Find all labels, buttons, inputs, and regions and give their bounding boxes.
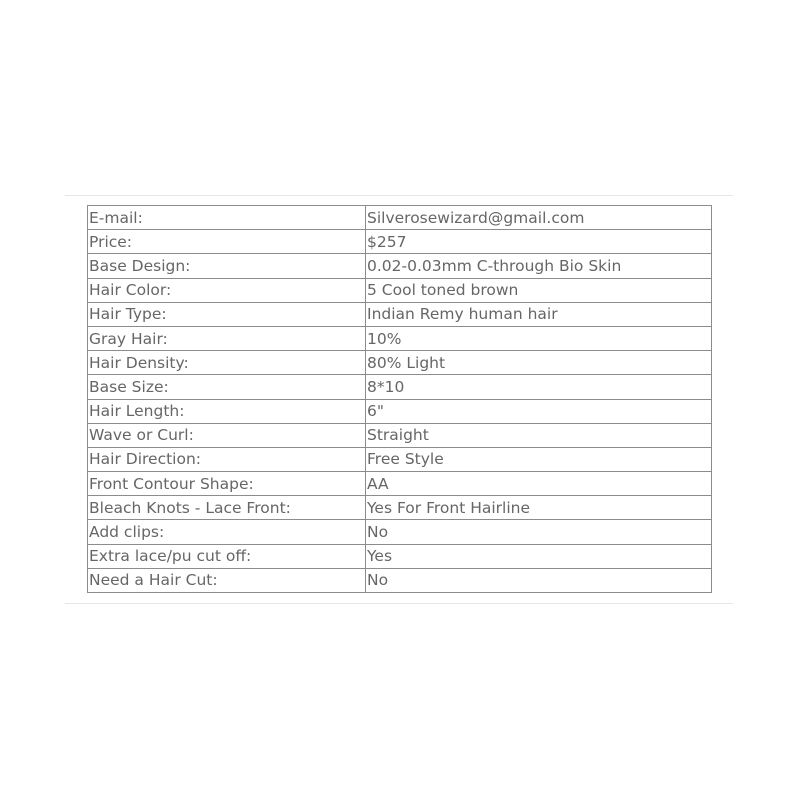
spec-label: Bleach Knots - Lace Front: bbox=[88, 496, 366, 520]
spec-value: No bbox=[366, 520, 712, 544]
table-row bbox=[88, 520, 712, 544]
spec-label: Need a Hair Cut: bbox=[88, 568, 366, 592]
spec-value: AA bbox=[366, 472, 712, 496]
table-row bbox=[88, 278, 712, 302]
spec-value: 8*10 bbox=[366, 375, 712, 399]
table-row bbox=[88, 254, 712, 278]
spec-value: $257 bbox=[366, 230, 712, 254]
order-specs-table bbox=[87, 205, 712, 593]
table-row bbox=[88, 375, 712, 399]
spec-label: Price: bbox=[88, 230, 366, 254]
table-row bbox=[88, 230, 712, 254]
spec-value: Indian Remy human hair bbox=[366, 302, 712, 326]
table-row bbox=[88, 351, 712, 375]
spec-value: 10% bbox=[366, 326, 712, 350]
spec-value: 80% Light bbox=[366, 351, 712, 375]
spec-label: Hair Type: bbox=[88, 302, 366, 326]
spec-label: Hair Length: bbox=[88, 399, 366, 423]
spec-label: Hair Color: bbox=[88, 278, 366, 302]
spec-value: 6" bbox=[366, 399, 712, 423]
table-row bbox=[88, 496, 712, 520]
spec-label: Hair Density: bbox=[88, 351, 366, 375]
table-row bbox=[88, 302, 712, 326]
spec-label: Gray Hair: bbox=[88, 326, 366, 350]
bottom-divider bbox=[65, 603, 733, 604]
spec-value: Yes bbox=[366, 544, 712, 568]
spec-value: Silverosewizard@gmail.com bbox=[366, 206, 712, 230]
table-row bbox=[88, 206, 712, 230]
spec-value: 5 Cool toned brown bbox=[366, 278, 712, 302]
spec-label: Wave or Curl: bbox=[88, 423, 366, 447]
table-row bbox=[88, 544, 712, 568]
spec-label: Hair Direction: bbox=[88, 447, 366, 471]
spec-label: Extra lace/pu cut off: bbox=[88, 544, 366, 568]
spec-label: Base Design: bbox=[88, 254, 366, 278]
table-row bbox=[88, 568, 712, 592]
spec-value: Free Style bbox=[366, 447, 712, 471]
top-divider bbox=[65, 195, 733, 196]
spec-value: No bbox=[366, 568, 712, 592]
spec-label: Base Size: bbox=[88, 375, 366, 399]
spec-value: Yes For Front Hairline bbox=[366, 496, 712, 520]
table-row bbox=[88, 399, 712, 423]
spec-label: Add clips: bbox=[88, 520, 366, 544]
table-row bbox=[88, 472, 712, 496]
spec-value: Straight bbox=[366, 423, 712, 447]
spec-label: E-mail: bbox=[88, 206, 366, 230]
table-row bbox=[88, 447, 712, 471]
table-row bbox=[88, 326, 712, 350]
spec-value: 0.02-0.03mm C-through Bio Skin bbox=[366, 254, 712, 278]
spec-label: Front Contour Shape: bbox=[88, 472, 366, 496]
table-row bbox=[88, 423, 712, 447]
